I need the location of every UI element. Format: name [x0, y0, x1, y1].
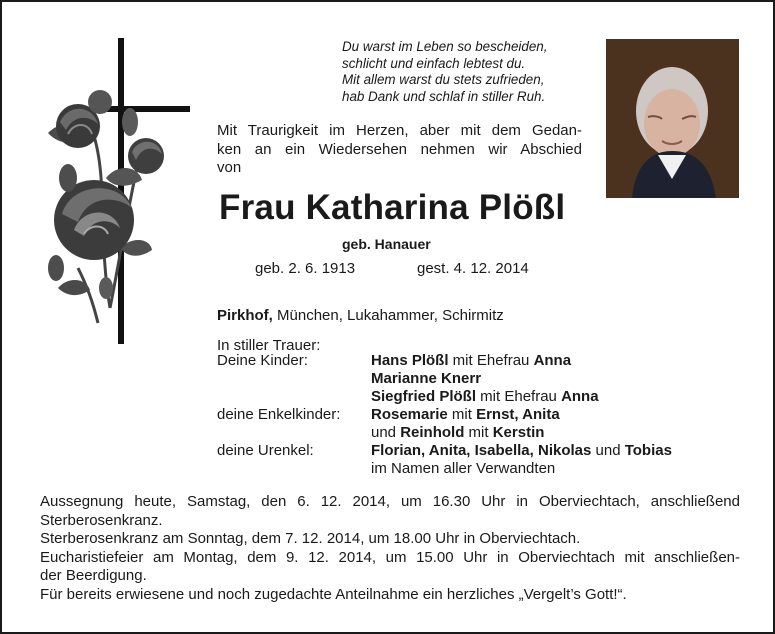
intro-line: von: [217, 159, 242, 177]
mourner-connector: mit: [447, 406, 477, 423]
mourner-row: [371, 424, 544, 442]
birth-date: geb. 2. 6. 1913: [255, 260, 356, 277]
thanks-line: Für bereits erwiesene und noch zugedachte Anteilnahme ein herzliches „Vergelt’s Gott!“.: [40, 585, 627, 603]
intro-line: Mit Traurigkeit im Herzen, aber mit dem Gedan-: [217, 122, 582, 139]
mourner-name: Reinhold: [400, 424, 465, 441]
poem-line: Mit allem warst du stets zufrieden,: [342, 72, 545, 87]
mourner-name: Rosemarie: [371, 406, 448, 423]
mourner-name: Hans Plößl: [371, 352, 449, 369]
portrait-photo: [606, 39, 739, 198]
mourner-row: [371, 370, 481, 388]
mourner-connector: mit: [464, 424, 493, 441]
mourner-row: [371, 388, 599, 406]
poem: [342, 39, 592, 105]
great-grandchildren-label: deine Urenkel:: [217, 442, 314, 459]
mourner-connector: mit Ehefrau: [476, 388, 562, 405]
place-first: Pirkhof,: [217, 307, 273, 324]
mourner-names: Florian, Anita, Isabella, Nikolas: [371, 442, 592, 459]
mourner-prefix: und: [371, 424, 401, 441]
poem-line: schlicht und einfach lebtest du.: [342, 55, 526, 71]
relatives-line: im Namen aller Verwandten: [371, 460, 556, 477]
death-date: gest. 4. 12. 2014: [417, 260, 529, 277]
places-line: [217, 307, 504, 324]
mourner-row: [371, 442, 672, 460]
poem-line: hab Dank und schlaf in stiller Ruh.: [342, 88, 546, 104]
mourner-spouse: Anna: [533, 352, 572, 369]
mourner-spouse: Anna: [561, 388, 599, 405]
mourner-spouse: Ernst, Anita: [476, 406, 560, 423]
maiden-name: geb. Hanauer: [342, 236, 431, 252]
mourner-name: Tobias: [624, 442, 672, 459]
mourner-connector: mit Ehefrau: [448, 352, 534, 369]
mourner-name: Marianne Knerr: [371, 370, 482, 387]
service-info: [40, 493, 740, 604]
children-label: Deine Kinder:: [217, 352, 308, 369]
mourners-heading: In stiller Trauer:: [217, 337, 321, 354]
places-rest: München, Lukahammer, Schirmitz: [272, 307, 504, 324]
poem-line: Du warst im Leben so bescheiden,: [342, 39, 548, 54]
mourner-name: Siegfried Plößl: [371, 388, 477, 405]
cross-with-roses-image: [38, 38, 194, 344]
service-line: Aussegnung heute, Samstag, den 6. 12. 2014, um 16.30 Uhr in Oberviechtach, anschließend: [40, 493, 740, 510]
intro-text: [217, 122, 582, 178]
mourner-connector: und: [591, 442, 625, 459]
mourner-spouse: Kerstin: [492, 424, 545, 441]
service-line: Sterberosenkranz am Sonntag, dem 7. 12. 2014, um 18.00 Uhr in Oberviechtach.: [40, 530, 581, 547]
mourner-row: [371, 352, 571, 370]
service-line: Sterberosenkranz.: [40, 511, 163, 529]
service-line: Eucharistiefeier am Montag, dem 9. 12. 2014, um 15.00 Uhr in Oberviechtach mit anschließen-: [40, 548, 740, 566]
service-line: der Beerdigung.: [40, 567, 147, 584]
intro-line: ken an ein Wiedersehen nehmen wir Abschied: [217, 140, 582, 158]
grandchildren-label: deine Enkelkinder:: [217, 406, 341, 423]
mourner-row: [371, 406, 560, 424]
deceased-name: Frau Katharina Plößl: [219, 188, 566, 227]
